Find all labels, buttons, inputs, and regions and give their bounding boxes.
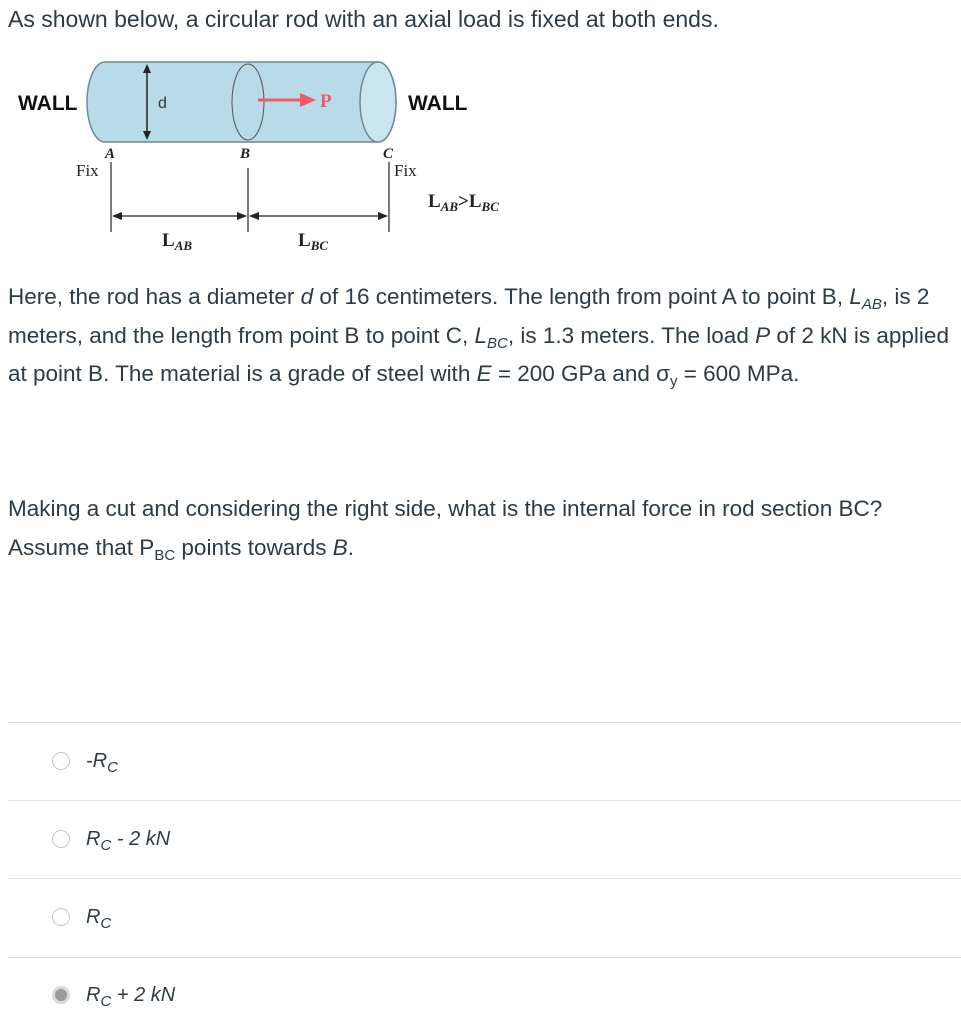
radio-button-selected[interactable] [52, 986, 70, 1004]
answer-option-4[interactable] [52, 975, 175, 1015]
question-prompt: Making a cut and considering the right side, what is the internal force in rod section BC? Assume that $P_{BC}$ points towards B. [8, 496, 883, 564]
option-label: $-R_C$ [86, 749, 118, 776]
option-label: $R_C - 2$ kN [86, 827, 171, 854]
option-divider [8, 800, 961, 801]
wall-right-label: WALL [408, 92, 468, 115]
option-divider [8, 878, 961, 879]
fix-left-label: Fix [76, 161, 99, 180]
load-label: P [320, 91, 332, 112]
question-intro: As shown below, a circular rod with an axial load is fixed at both ends. [8, 6, 719, 32]
option-divider [8, 957, 961, 958]
dim-arrow-c-icon [378, 212, 388, 220]
answer-option-3[interactable] [52, 897, 111, 937]
wall-left-label: WALL [18, 92, 78, 115]
rod-diagram [0, 50, 560, 260]
length-relation: $L_{AB}>L_{BC}$ [428, 191, 499, 214]
dim-arrow-b1-icon [237, 212, 247, 220]
problem-statement: Here, the rod has a diameter d of 16 centimeters. The length from point A to point B, $L_{AB}$, is 2 meters, and the length from point B to point C, $L_{BC}$, is 1.3 meters. The load P of 2 kN is applied at point B. The material is a grade of steel with E = 200 GPa and $\sigma_y = 600$ MPa. [8, 284, 949, 390]
rod-body [87, 62, 396, 142]
rod-end-right [360, 62, 396, 142]
radio-button[interactable] [52, 908, 70, 926]
point-a-label: A [105, 146, 116, 162]
option-label: $R_C + 2$ kN [86, 983, 176, 1010]
dim-arrow-a-icon [112, 212, 122, 220]
diameter-label: d [158, 95, 167, 112]
answer-option-2[interactable] [52, 819, 170, 859]
answer-option-1[interactable] [52, 741, 118, 781]
radio-button[interactable] [52, 830, 70, 848]
radio-button[interactable] [52, 752, 70, 770]
option-label: $R_C$ [86, 905, 112, 932]
dim-arrow-b2-icon [249, 212, 259, 220]
lab-label: $L_{AB}$ [162, 230, 193, 253]
fix-right-label: Fix [394, 161, 417, 180]
point-c-label: C [383, 146, 394, 162]
option-divider [8, 722, 961, 723]
lbc-label: $L_{BC}$ [298, 230, 329, 253]
point-b-label: B [240, 146, 251, 162]
